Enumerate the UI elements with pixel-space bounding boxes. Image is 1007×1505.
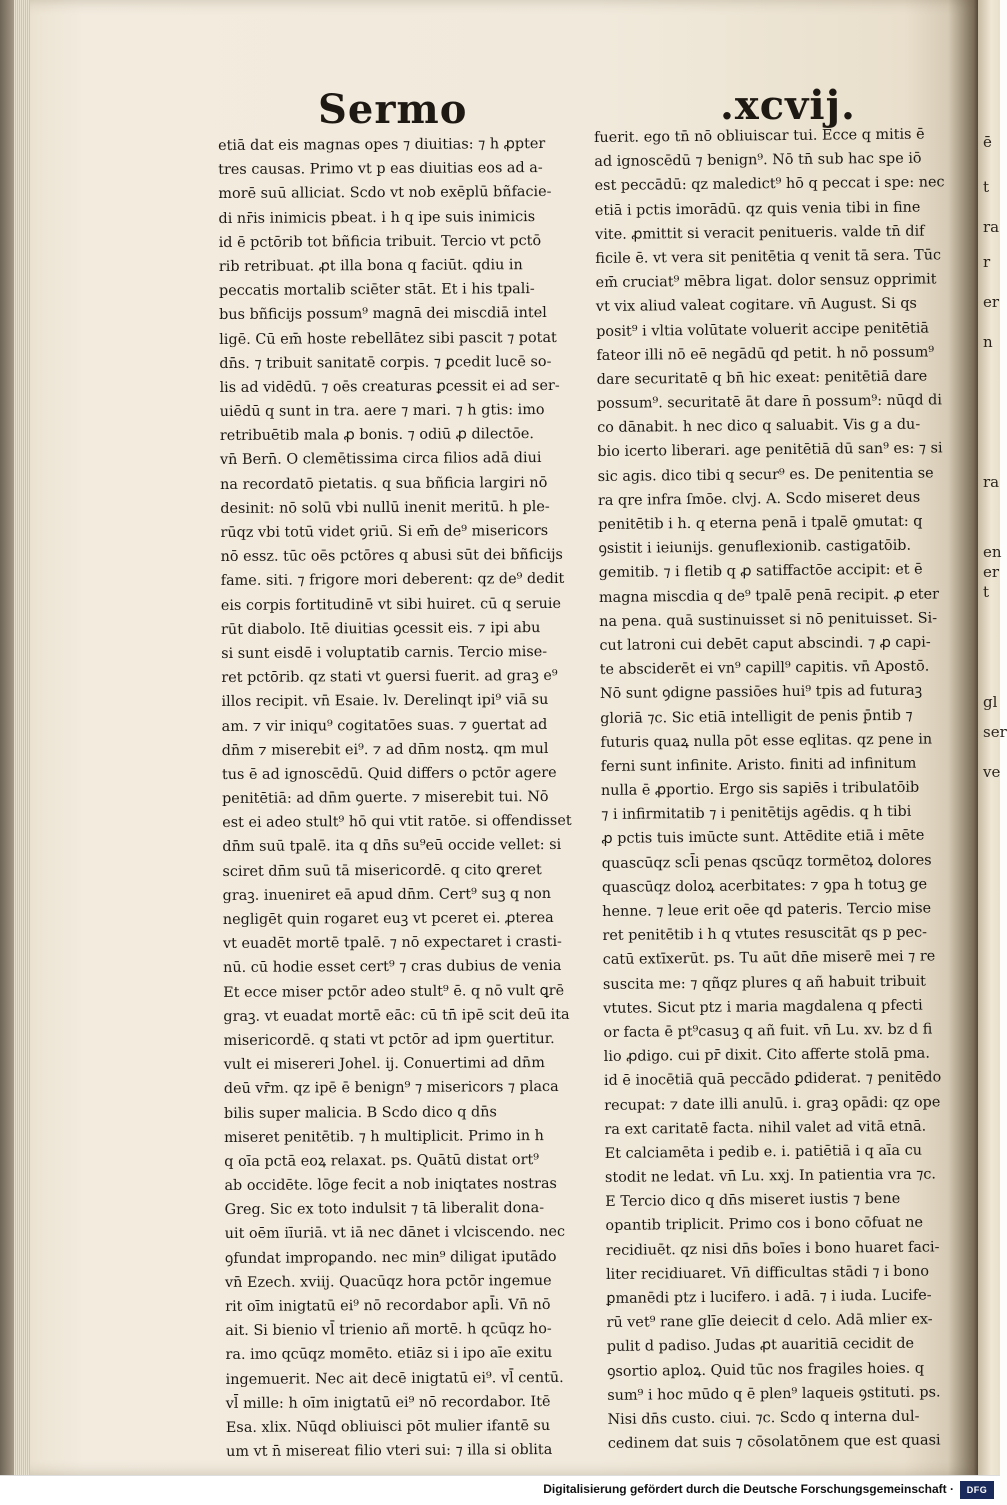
text-line: illos recipit. vn̄ Esaie. lv. Derelinqt ipi⁹ viā su [221, 692, 549, 711]
text-line: E Tercio dico q dn̄s miseret iustis ⁊ bene [605, 1191, 901, 1211]
text-line: recupat: ⁊ date illi anulū. i. graꝫ opādi: qz ope [604, 1093, 941, 1114]
text-line: penitētib i h. q eterna penā i tpalē ꝯmutat: q [598, 513, 923, 533]
text-line: ligē. Cū em̄ hoste rebellātez sibi pascit ⁊ potat [219, 329, 557, 348]
text-line: opantib triplicit. Primo cos i bono cōfuat ne [605, 1215, 924, 1235]
text-line: rūqz vbi totū videt ꝯriū. Si em̄ de⁹ misericors [220, 522, 549, 541]
text-line: graꝫ. vt euadat mortē eāc: cū tn̄ ipē scit deū ita [223, 1006, 570, 1025]
text-line: ret pctōrib. qz stati vt ꝯuersi fuerit. ad graꝫ e⁹ [221, 668, 558, 687]
text-line: possum⁹. securitatē āt dare n̄ possum⁹: nūqd di [596, 392, 943, 413]
text-line: id ē inocētiā quā peccādo ꝑdiderat. ⁊ penitēdo [603, 1069, 942, 1090]
text-line: dn̄m suū tpalē. ita q dn̄s su⁹eū occide vellet: si [222, 837, 562, 856]
text-line: Nisi dn̄s custo. ciui. ⁊c. Scdo q interna dul- [607, 1408, 920, 1428]
text-line: retribuētib mala ꝓ bonis. ⁊ odiū ꝓ dilectōe. [219, 426, 534, 445]
text-line: or facta ē pt⁹casuꝫ q añ fuit. vn̄ Lu. xv. bz d fi [603, 1021, 933, 1041]
text-line: uiēdū q sunt in tra. aere ⁊ mari. ⁊ h gtis: imo [219, 402, 545, 421]
text-line: bio icerto liberari. age penitētiā dū san⁹ es: ⁊ si [597, 440, 943, 461]
text-line: vite. ꝓmittit si veracit penitueris. valde tn̄ dif [595, 223, 925, 243]
page-edges [14, 0, 30, 1475]
text-line: Greg. Sic ex toto indulsit ⁊ tā liberalit dona- [224, 1200, 545, 1219]
text-line: fuerit. ego tn̄ nō obliuiscar tui. Ecce q mitis ē [594, 126, 925, 146]
facing-page-fragment: er [983, 293, 1000, 311]
text-line: liter recidiuaret. Vn̄ difficultas stādi ⁊ i bono [605, 1263, 930, 1283]
text-line: am. ⁊ vir iniqu⁹ cogitatōes suas. ⁊ ꝯuertat ad [221, 716, 548, 735]
text-line: Nō sunt ꝯdigne passiōes hui⁹ tpis ad futuraꝫ [599, 682, 923, 703]
text-line: bilis super malicia. B Scdo dico q dn̄s [223, 1103, 497, 1122]
text-column-right [594, 122, 950, 1456]
text-line: ferni sunt infinite. Aristo. finiti ad infinitum [600, 755, 917, 775]
text-line: etiā i pctis imorādū. qz quis venia tibi in fine [594, 199, 921, 219]
facing-page-fragment: r [983, 253, 991, 271]
text-line: sum⁹ i hoc mūdo q ē plen⁹ laqueis ꝯstituti. ps. [607, 1384, 941, 1404]
text-column-left [218, 132, 582, 1464]
text-line: si sunt eisdē i voluptatib carnis. Tercio mise- [221, 643, 548, 662]
text-line: ad ignoscēdū ⁊ benign⁹. Nō tn̄ sub hac spe iō [594, 150, 922, 171]
text-line: di nr̄is inimicis pbeat. i h q ipe suis inimicis [218, 208, 536, 227]
text-line: dn̄s. ⁊ tribuit sanitatē corpis. ⁊ ꝑcedit lucē so- [219, 353, 552, 372]
text-line: deū vr̄m. qz ipē ē benign⁹ ⁊ misericors ⁊ placa [223, 1079, 559, 1098]
facing-page-fragment: ē [983, 133, 992, 151]
text-line: Esa. xlix. Nūqd obliuisci pōt mulier ifantē su [225, 1417, 551, 1436]
text-line: ⁊ i infirmitatib ⁊ i penitētijs agēdis. q h tibi [601, 803, 912, 824]
folio-number: .xcvij. [720, 82, 856, 129]
text-line: te absciderēt ei vn⁹ capill⁹ capitis. vn̄ Apostō. [599, 658, 930, 679]
text-line: posit⁹ i vltia volūtate voluerit accipe penitētiā [596, 320, 930, 340]
text-line: est peccādū: qz maledict⁹ hō q peccat i spe: nec [594, 174, 945, 195]
text-line: vt euadēt mortē tpalē. ⁊ nō expectaret i crasti- [222, 934, 562, 953]
text-line: ra qre infra ſmōe. clvj. A. Scdo miseret deus [597, 489, 921, 509]
text-line: rūt diabolo. Itē diuitias ꝯcessit eis. ⁊ ipi abu [220, 619, 541, 638]
text-line: nulla ē ꝓportio. Ergo sis sapiēs i tribulatōib [600, 779, 920, 800]
text-line: uit oēm iīuriā. vt iā nec dānet i vlciscendo. nec [224, 1224, 566, 1243]
text-line: ꝑmanēdi ptz i lucifero. i adā. ⁊ i iuda. Lucife- [606, 1287, 932, 1307]
text-line: nō essz. tūc oēs pctōres q abusi sūt dei bñficijs [220, 547, 563, 566]
text-line: Et ecce miser pctōr adeo stult⁹ ē. q nō vult ꝗrē [223, 982, 565, 1001]
text-line: lis ad vidēdū. ⁊ oēs creaturas ꝑcessit ei ad ser- [219, 377, 560, 396]
text-line: ꝯfundat improꝑando. nec min⁹ diligat iputādo [224, 1248, 557, 1267]
dfg-logo: DFG [960, 1481, 994, 1499]
text-line: ꝓ pctis tuis imūcte sunt. Attēdite etiā i mēte [601, 828, 925, 848]
text-line: quascūqz scl̄i penas qscūqz tormētoꝝ dolores [601, 852, 932, 872]
text-line: q oīa pctā eoꝝ relaxat. ps. Quātū distat ort⁹ [224, 1151, 540, 1170]
text-line: fateor illi nō eē negādū qd petit. h nō possum⁹ [596, 344, 935, 364]
text-line: bus bñficijs possum⁹ magnā dei miscdiā intel [219, 305, 547, 324]
facing-page-fragment: ra [983, 473, 1000, 491]
text-line: gloriā ⁊c. Sic etiā intelligit de penis p̄ntib ⁊ [600, 707, 913, 727]
text-line: graꝫ. inueniret eā apud dn̄m. Cert⁹ suꝫ q non [222, 885, 552, 904]
facing-page-fragment: gl [983, 693, 998, 711]
text-line: ret penitētib i h q vtutes resuscitāt qs p pec- [602, 924, 928, 945]
text-line: ait. Si bienio vl̄ trienio añ mortē. h qcūqz ho- [225, 1321, 552, 1340]
text-line: misericordē. q stati vt pctōr ad ipm ꝯuertitur. [223, 1030, 555, 1049]
text-line: pulit d padiso. Judas ꝓt auaritiā cecidit de [606, 1336, 915, 1356]
text-line: sciret dn̄m suū tā misericordē. q cito ꝗreret [222, 861, 542, 880]
text-line: ab occidēte. lōge fecit a nob iniqtates nostras [224, 1176, 557, 1195]
facing-page-fragment: en [983, 543, 1002, 561]
text-line: em̄ cruciat⁹ mēbra ligat. dolor sensuz opprimit [595, 271, 937, 292]
text-line: ficile ē. vt vera sit penitētia q venit tā sera. Tūc [595, 247, 942, 267]
footer-bar [0, 1475, 1000, 1505]
text-line: cut latroni cui debēt caput abscindi. ⁊ ꝓ capi- [599, 634, 931, 654]
facing-page-fragment: ra [983, 218, 1000, 236]
text-line: Et calciamēta i pedib e. i. patiētiā i q aīa cu [604, 1142, 923, 1162]
text-line: gemitib. ⁊ i fletib q ꝓ satiffactōe accipit: et ē [598, 561, 923, 582]
text-line: id ē pctōrib tot bñficia tribuit. Tercio vt pctō [218, 232, 542, 251]
text-line: desinit: nō solū vbi nullū inenit meritū. h ple- [220, 498, 550, 517]
facing-page-fragment: n [983, 333, 993, 351]
running-head-left: Sermo [318, 86, 468, 133]
text-line: vult ei misereri Johel. ij. Conuertimi ad dn̄m [223, 1055, 545, 1074]
text-line: co dānabit. h nec dico q saluabit. Vis g a du- [597, 416, 921, 437]
text-line: rū vet⁹ rane glīe deiecit d celo. Adā mlier ex- [606, 1311, 933, 1332]
text-line: um vt n̄ misereat filio vteri sui: ⁊ illa si oblita [226, 1442, 553, 1461]
text-line: eis corpis fortitudinē vt sibi huiret. cū q seruie [220, 595, 562, 614]
text-line: magna miscdia q de⁹ tpalē penā recipit. ꝓ eter [598, 585, 940, 606]
gutter-shadow [948, 0, 980, 1475]
text-line: recidiuēt. qz nisi dn̄s boīes i bono huaret faci- [605, 1239, 940, 1259]
text-line: dn̄m ⁊ miserebit ei⁹. ⁊ ad dn̄m nostꝝ. qm mul [221, 740, 549, 759]
facing-page-fragment: ve [983, 763, 1001, 781]
text-line: nū. cū hodie esset cert⁹ ⁊ cras dubius de venia [223, 958, 562, 977]
text-line: etiā dat eis magnas opes ⁊ diuitias: ⁊ h ꝓpter [218, 136, 546, 154]
text-line: tus ē ad ignoscēdū. Quid differs o pctōr agere [221, 764, 557, 783]
text-line: vl̄ mille: h oīm inigtatū ei⁹ nō recordabor. Itē [225, 1393, 551, 1412]
text-line: peccatis mortalib sciēter stāt. Et i his tpali- [218, 281, 535, 300]
text-line: vn̄ Bern̄. O clemētissima circa filios adā diui [219, 450, 542, 469]
text-line: ra. imo qcūqz momēto. etiāz si i ipo aīe exitu [225, 1345, 553, 1364]
text-line: penitētiā: ad dn̄m ꝯuerte. ⁊ miserebit tui. Nō [222, 789, 549, 808]
text-line: lio ꝓdigo. cui pr̄ dixit. Cito afferte stolā pma. [603, 1045, 930, 1066]
text-line: na recordatō pietatis. q sua bñficia largiri nō [220, 474, 548, 493]
text-line: cedinem dat suis ⁊ cōsolatōnem que est quasi [607, 1432, 941, 1453]
text-line: rit oīm inigtatū ei⁹ nō recordabor apl̄i. Vn̄ nō [225, 1296, 551, 1315]
text-line: vn̄ Ezech. xviij. Quacūqz hora pctōr ingemue [224, 1272, 552, 1291]
text-line: ꝯsistit i ieiunijs. genuflexionib. castigatōib. [598, 537, 912, 558]
text-line: ra ext caritatē facta. nihil valet ad vitā etnā. [604, 1118, 927, 1138]
footer-credit: Digitalisierung gefördert durch die Deutsche Forschungsgemeinschaft · [543, 1482, 954, 1496]
text-line: vt vix aliud valeat cogitare. vn̄ August. Si qs [595, 295, 917, 316]
text-line: stodit ne ledat. vn̄ Lu. xxj. In patientia vra ⁊c. [604, 1166, 937, 1187]
text-line: na pena. quā sustinuisset si nō penituisset. Si- [599, 610, 938, 630]
text-line: henne. ⁊ leue erit oēe qd pateris. Tercio mise [602, 900, 932, 920]
text-line: catū extīxerūt. ps. Tu aūt dn̄e miserē mei ⁊ re [602, 948, 936, 969]
facing-page-fragment: ser [983, 723, 1007, 741]
text-line: ꝯsortio aploꝝ. Quid tūc nos fragiles hoies. q [606, 1360, 925, 1380]
text-line: dare securitatē q bn̄ hic exeat: penitētiā dare [596, 368, 928, 388]
text-line: ingemuerit. Nec ait decē inigtatū ei⁹. vl̄ centū. [225, 1369, 564, 1388]
text-line: rib retribuat. ꝓt illa bona q faciūt. qdiu in [218, 257, 523, 275]
text-line: est ei adeo stult⁹ hō qui vtit ratōe. si offendisset [222, 813, 572, 832]
text-line: negligēt quin rogaret euꝫ vt pceret ei. ꝓterea [222, 909, 554, 928]
text-line: sic agis. dico tibi q secur⁹ es. De penitentia se [597, 465, 934, 485]
facing-page-fragment: t [983, 583, 990, 601]
text-line: miseret penitētib. ⁊ h multiplicit. Primo in h [224, 1127, 544, 1146]
text-line: morē suū alliciat. Scdo vt nob exēplū bñfacie- [218, 184, 552, 203]
text-line: suscita me: ⁊ qñqz plures q añ habuit tribuit [602, 973, 926, 993]
text-line: futuris quaꝝ nulla pōt esse eqlitas. qz pene in [600, 731, 933, 751]
facing-page-fragment: t [983, 178, 990, 196]
text-line: fame. siti. ⁊ frigore mori deberent: qz de⁹ dedit [220, 571, 565, 590]
text-line: tres causas. Primo vt p eas diuitias eos ad a- [218, 160, 543, 179]
text-line: vtutes. Sicut ptz i maria magdalena q pfecti [603, 997, 923, 1017]
text-line: quascūqz doloꝝ acerbitates: ⁊ ꝯpa h totuꝫ ge [601, 876, 928, 896]
facing-page-fragment: er [983, 563, 1000, 581]
